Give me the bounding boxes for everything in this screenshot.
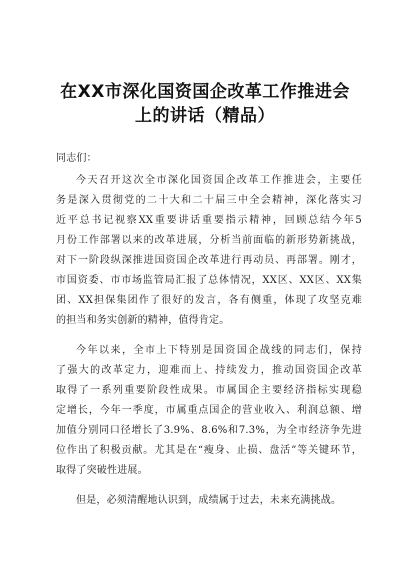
paragraph-1-line: 务是深入贯彻党的二十大和二十届三中全会精神，深化落实习 [56,195,362,206]
document-title-line-2: 上的讲话（精品） [135,106,275,126]
paragraph-2-line: 加值分别同口径增长了3.9%、8.6%和7.3%，为全市经济争先进 [56,425,362,436]
paragraph-2-line: 取得了突破性进展。 [56,465,148,476]
paragraph-1-line: 市国资委、市市场监管局汇报了总体情况，XX区、XX区、XX集 [56,275,362,286]
paragraph-2-line: 取得了一系列重要阶段性成果。市属国企主要经济指标实现稳 [56,385,362,396]
paragraph-2-line: 位作出了积极贡献。尤其是在“瘦身、止损、盘活”等关键环节， [56,445,362,456]
greeting: 同志们： [56,153,97,164]
paragraph-2-line: 定增长，今年一季度，市属重点国企的营业收入、利润总额、增 [56,405,362,416]
paragraph-1-line: 近平总书记视察XX重要讲话重要指示精神，回顾总结今年5 [56,215,362,226]
paragraph-1-line: 对下一阶段纵深推进国资国企改革进行再动员、再部署。刚才， [56,255,362,266]
paragraph-1-line: 的担当和务实创新的精神，值得肯定。 [56,315,230,326]
paragraph-1-line: 月份工作部署以来的改革进展，分析当前面临的新形势新挑战， [56,235,362,246]
paragraph-2-line: 了强大的改革定力，迎难而上、持续发力，推动国资国企改革 [56,365,362,376]
paragraph-1-line: 今天召开这次全市深化国资国企改革工作推进会，主要任 [76,175,362,186]
paragraph-1-line: 团、XX担保集团作了很好的发言，各有侧重，体现了攻坚克难 [56,295,362,306]
paragraph-3-line: 但是，必须清醒地认识到，成绩属于过去，未来充满挑战。 [76,495,342,506]
paragraph-2-line: 今年以来，全市上下特别是国资国企战线的同志们，保持 [76,345,362,356]
document-title-line-1: 在XX市深化国资国企改革工作推进会 [60,82,350,102]
